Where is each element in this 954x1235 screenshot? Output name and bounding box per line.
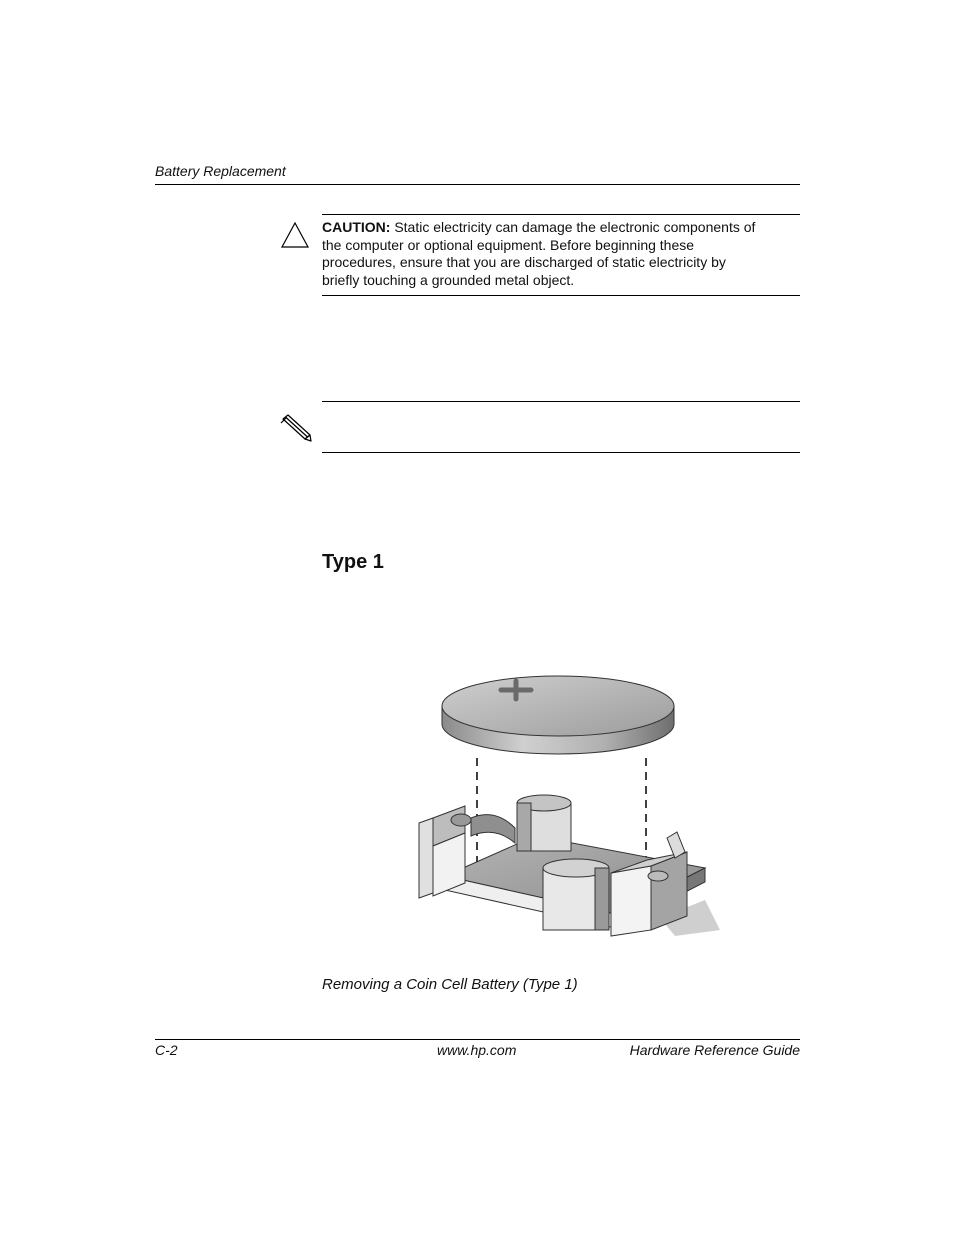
footer-guide-title: Hardware Reference Guide (629, 1042, 800, 1058)
caution-triangle-icon (280, 221, 310, 249)
caution-top-rule (322, 214, 800, 215)
running-header: Battery Replacement (155, 163, 286, 179)
note-top-rule (322, 401, 800, 402)
caution-bottom-rule (322, 295, 800, 296)
section-title: Type 1 (322, 551, 384, 573)
caution-text-block (322, 219, 767, 289)
footer-page-number: C-2 (155, 1042, 178, 1058)
caution-label: CAUTION: (322, 219, 391, 235)
coin-cell-battery (442, 676, 674, 754)
footer-rule (155, 1039, 800, 1040)
note-bottom-rule (322, 452, 800, 453)
header-rule (155, 184, 800, 185)
pencil-note-icon (279, 413, 313, 443)
caution-text: Static electricity can damage the electronic components of the computer or optional equipment. Before beginning these procedures, ensure that you are discharged of static electricity by briefly touching a grounded metal object. (322, 219, 756, 288)
coin-cell-battery-illustration (405, 668, 725, 948)
battery-holder (419, 795, 720, 936)
footer-website: www.hp.com (437, 1042, 517, 1058)
figure-caption: Removing a Coin Cell Battery (Type 1) (322, 976, 578, 993)
